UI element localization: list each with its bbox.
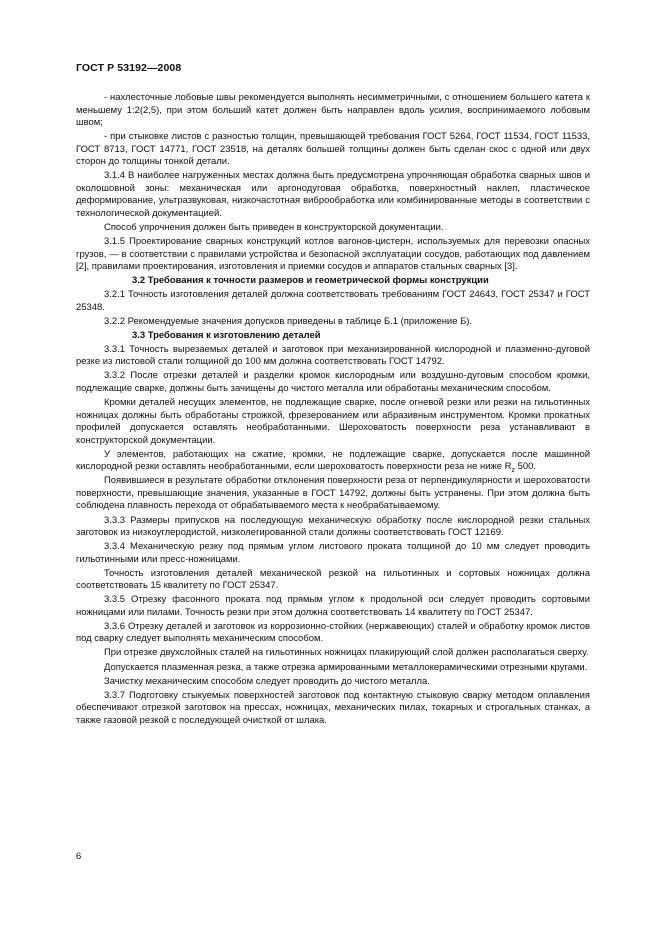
document-header: ГОСТ Р 53192—2008 (76, 62, 182, 74)
paragraph: 3.3.6 Отрезку деталей и заготовок из коррозионно-стойких (нержавеющих) сталей и обработку кромок листов под сварку следует выполнять механическим способом. (76, 620, 590, 645)
paragraph: 3.3.1 Точность вырезаемых деталей и заготовок при механизированной кислородной и плазменно-дуговой резке из листовой стали толщиной до 100 мм должна соответствовать ГОСТ 14792. (76, 343, 590, 368)
paragraph: 3.3.3 Размеры припусков на последующую механическую обработку после кислородной резки стальных заготовок из низкоуглеродистой, низколегированной стали должны соответствовать ГОСТ 12169. (76, 514, 590, 539)
paragraph: 3.3.2 После отрезки деталей и разделки кромок кислородным или воздушно-дуговым способом кромки, подлежащие сварке, должны быть зачищены до чистого металла или обработаны механическим способом. (76, 370, 590, 395)
rz-subscript: z (511, 467, 515, 475)
document-body (76, 92, 590, 729)
page-number: 6 (76, 851, 82, 862)
paragraph-rz (76, 449, 590, 474)
section-heading-3-3: 3.3 Требования к изготовлению деталей (132, 329, 321, 341)
paragraph: Зачистку механическим способом следует проводить до чистого металла. (104, 675, 430, 687)
paragraph: Кромки деталей несущих элементов, не подлежащие сварке, после огневой резки или резки на гильотинных ножницах должны быть обработаны строжкой, фрезерованием или абразивным инструментом. Кромки прокатных профилей допускается оставлять необработанными. Шероховатость поверхности реза устанавливают в конструкторской документации. (76, 397, 590, 446)
rz-text-after: 500. (514, 461, 536, 473)
paragraph: 3.3.7 Подготовку стыкуемых поверхностей заготовок под контактную стыковую сварку методом оплавления обеспечивают отрезкой заготовок на прессах, ножницах, механических пилах, токарных и строгальных станках, а также газовой резкой с последующей очисткой от шлака. (76, 689, 590, 726)
paragraph: 3.3.5 Отрезку фасонного проката под прямым углом к продольной оси следует проводить сортовыми ножницами или пилами. Точность резки при этом должна соответствовать 14 квалитету по ГОСТ 25347. (76, 594, 590, 618)
paragraph: Допускается плазменная резка, а также отрезка армированными металлокерамическими отрезными кругами. (104, 661, 588, 673)
paragraph: Появившиеся в результате обработки отклонения поверхности реза от перпендикулярности и шероховатости поверхности, превышающие значения, указанные в ГОСТ 14792, должны быть устранены. При этом должна быть соблюдена плавность перехода от обрабатываемого места к необрабатываемому. (76, 475, 590, 512)
section-heading-3-2: 3.2 Требования к точности размеров и геометрической формы конструкции (132, 275, 489, 287)
paragraph: 3.2.1 Точность изготовления деталей должна соответствовать требованиям ГОСТ 24643, ГОСТ 25347 и ГОСТ 25348. (76, 289, 590, 313)
paragraph: 3.3.4 Механическую резку под прямым углом листового проката толщиной до 10 мм следует проводить гильотинными или пресс-ножницами. (76, 541, 590, 565)
paragraph: Точность изготовления деталей механической резкой на гильотинных и сортовых ножницах должна соответствовать 15 квалитету по ГОСТ 25347. (76, 567, 590, 592)
paragraph: 3.1.4 В наиболее нагруженных местах должна быть предусмотрена упрочняющая обработка сварных швов и околошовной зоны: механическая или аргонодуговая обработка, поверхностный наклеп, пластическое деформирование, ультразвуковая, низкочастотная виброобработка или комбинированные методы в соответствии с технологической документацией. (76, 170, 590, 219)
paragraph: - нахлесточные лобовые швы рекомендуется выполнять несимметричными, с отношением большего катета к меньшему 1:2(2,5), при этом больший катет должен быть направлен вдоль усилия, воспринимаемого лобовым швом; (76, 92, 590, 129)
paragraph: 3.2.2 Рекомендуемые значения допусков приведены в таблице Б.1 (приложение Б). (104, 315, 473, 327)
rz-text-before: У элементов, работающих на сжатие, кромки, не подлежащие сварке, допускается после машинной кислородной резки оставлять необработанными, если шероховатость поверхности реза не ниже R (76, 448, 590, 473)
paragraph: 3.1.5 Проектирование сварных конструкций котлов вагонов-цистерн, используемых для перевозки опасных грузов, — в соответствии с правилами устройства и безопасной эксплуатации сосудов, работающих под давлением [2], правилами проектирования, изготовления и приемки сосудов и аппаратов стальных сварных [3]. (76, 236, 590, 273)
paragraph: Способ упрочнения должен быть приведен в конструкторской документации. (104, 221, 444, 233)
paragraph: При отрезке двухслойных сталей на гильотинных ножницах плакирующий слой должен располагаться сверху. (104, 647, 589, 659)
paragraph: - при стыковке листов с разностью толщин, превышающей требования ГОСТ 5264, ГОСТ 11534, ГОСТ 11533, ГОСТ 8713, ГОСТ 14771, ГОСТ 23518, на деталях большей толщины должен быть сделан скос с одной или двух сторон до толщины тонкой детали. (76, 131, 590, 168)
